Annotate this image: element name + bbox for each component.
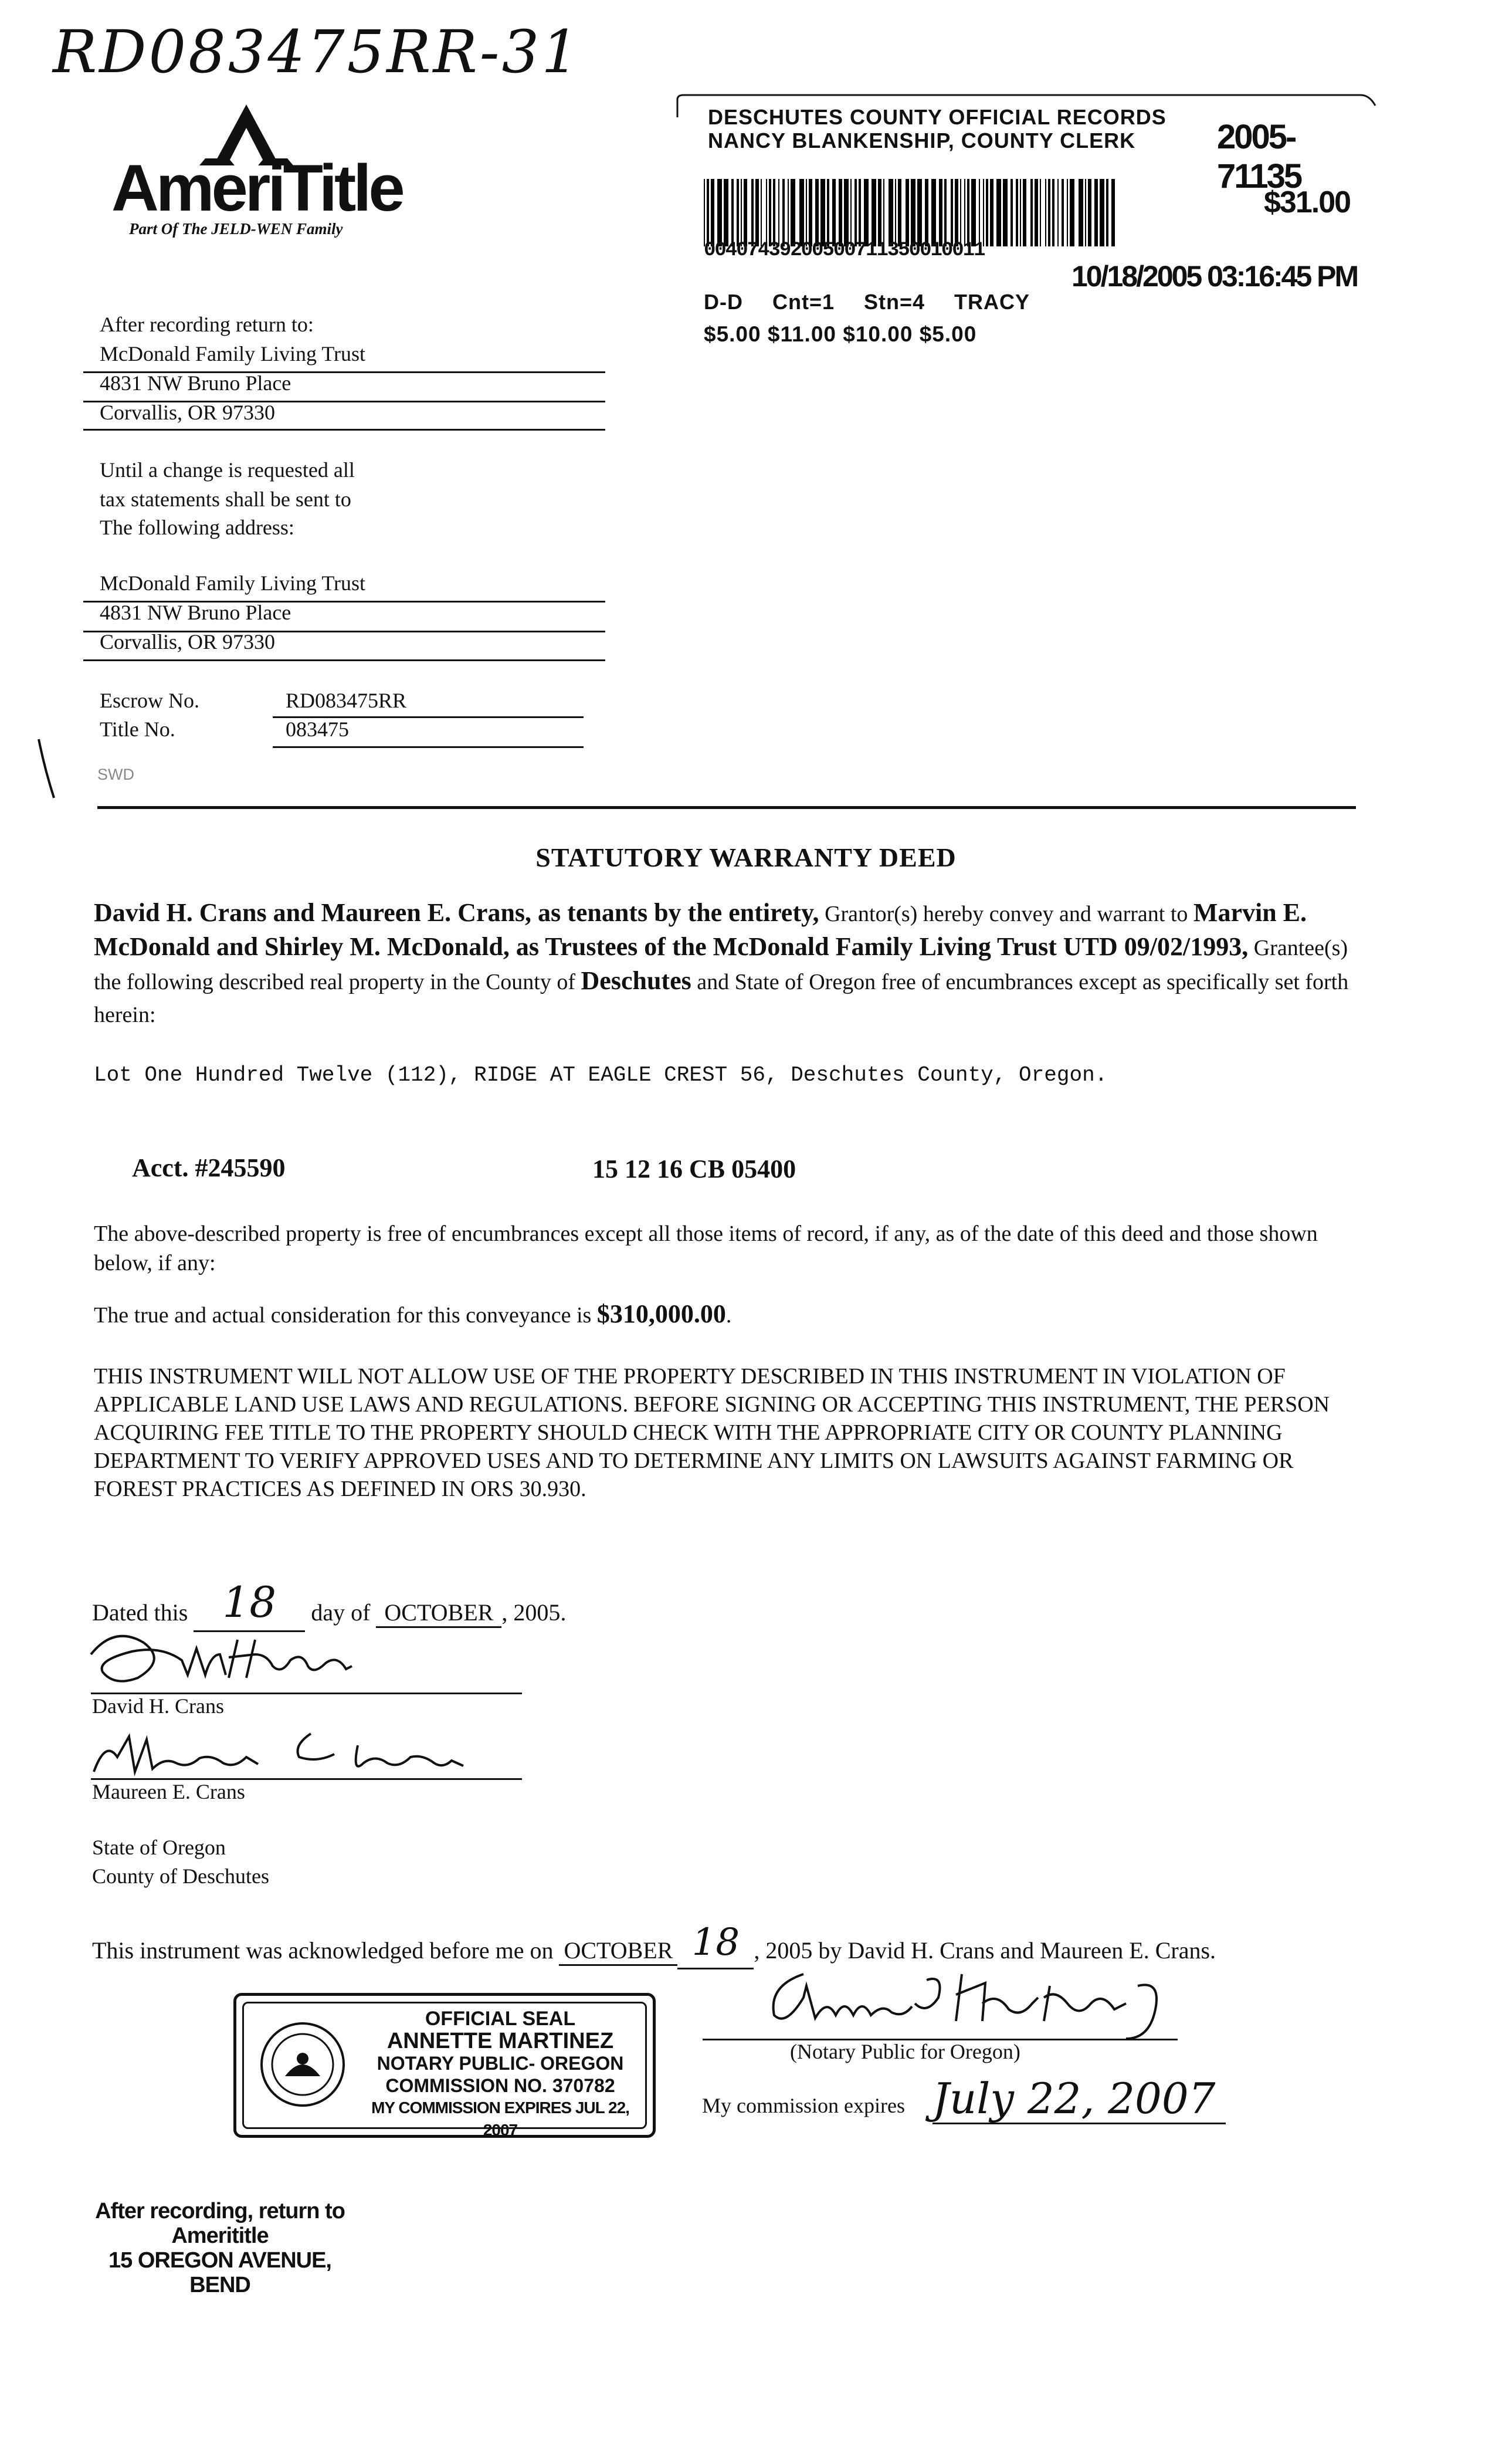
- barcode-bar: [878, 179, 881, 246]
- barcode-bar: [906, 179, 909, 246]
- barcode-bar: [1070, 179, 1074, 246]
- barcode-bar: [773, 179, 775, 246]
- recording-stamp: [674, 88, 1378, 358]
- barcode-bar: [782, 179, 785, 246]
- signature-david-crans: [79, 1619, 408, 1695]
- dated-month: OCTOBER: [376, 1599, 501, 1628]
- signer-1-name: David H. Crans: [92, 1694, 224, 1718]
- grant-paragraph: [94, 896, 1361, 1031]
- barcode-bar: [1052, 179, 1054, 246]
- consideration-end: .: [725, 1303, 732, 1328]
- barcode-bar: [983, 179, 984, 246]
- recording-fee: $31.00: [1264, 185, 1351, 219]
- divider: [273, 746, 584, 748]
- barcode-bar: [769, 179, 771, 246]
- barcode-bar: [996, 179, 1001, 246]
- seal-line-5: MY COMMISSION EXPIRES JUL 22, 2007: [371, 2099, 629, 2139]
- barcode-bar: [839, 179, 842, 246]
- barcode-bar: [931, 179, 936, 246]
- seal-line-4: COMMISSION NO. 370782: [385, 2075, 615, 2096]
- barcode-bar: [1067, 179, 1068, 246]
- barcode-bar: [911, 179, 915, 246]
- return-to-street: 4831 NW Bruno Place: [100, 371, 291, 395]
- dated-prefix: Dated this: [92, 1599, 188, 1626]
- amerititle-logo: [111, 100, 402, 241]
- barcode-bar: [778, 179, 779, 246]
- barcode-bar: [895, 179, 896, 246]
- grantee-names: Marvin E. McDonald and Shirley M. McDonald, as Trustees of the McDonald Family Living Trust UTD 09/02/1993,: [94, 898, 1307, 961]
- barcode-bar: [854, 179, 857, 246]
- ack-month: OCTOBER: [559, 1937, 677, 1966]
- seal-line-3: NOTARY PUBLIC- OREGON: [377, 2053, 624, 2074]
- barcode-bar: [964, 179, 965, 246]
- divider: [83, 429, 605, 431]
- dated-year: , 2005.: [501, 1599, 567, 1626]
- barcode-bar: [827, 179, 829, 246]
- form-code: SWD: [97, 766, 134, 783]
- barcode-bar: [724, 179, 728, 246]
- logo-wordmark: AmeriTitle: [111, 151, 402, 225]
- consideration-text: The true and actual consideration for this conveyance is: [94, 1303, 597, 1328]
- ack-day: 18: [691, 1921, 740, 1964]
- tax-statement-line-2: tax statements shall be sent to: [100, 488, 351, 511]
- barcode-bar: [1045, 179, 1046, 246]
- account-number: Acct. #245590: [132, 1153, 286, 1182]
- signature-maureen-crans: [82, 1722, 504, 1786]
- barcode-bar: [1011, 179, 1013, 246]
- barcode-bar: [761, 179, 762, 246]
- barcode-bar: [799, 179, 804, 246]
- barcode-bar: [925, 179, 928, 246]
- barcode-bar: [717, 179, 722, 246]
- barcode-bar: [967, 179, 969, 246]
- footer-block: [94, 2199, 346, 2297]
- barcode-bar: [850, 179, 852, 246]
- dated-day: 18: [222, 1578, 277, 1627]
- land-use-warning: THIS INSTRUMENT WILL NOT ALLOW USE OF THE PROPERTY DESCRIBED IN THIS INSTRUMENT IN VIOLATION OF APPLICABLE LAND USE LAWS AND REGULATIONS. BEFORE SIGNING OR ACCEPTING THIS INSTRUMENT, THE PERSON ACQUIRING FEE TITLE TO THE PROPERTY SHOULD CHECK WITH THE APPROPRIATE CITY OR COUNTY PLANNING DEPARTMENT TO VERIFY APPROVED USES AND TO DETERMINE ANY LIMITS ON LAWSUITS AGAINST FARMING OR FOREST PRACTICES AS DEFINED IN ORS 30.930.: [94, 1364, 1330, 1501]
- barcode-bar: [1057, 179, 1059, 246]
- barcode-bar: [1079, 179, 1083, 246]
- county-name: Deschutes: [581, 966, 691, 995]
- barcode-bar: [951, 179, 953, 246]
- section-divider: [97, 806, 1356, 809]
- barcode-bar: [741, 179, 742, 246]
- return-to-label: After recording return to:: [100, 313, 314, 336]
- barcode-bar: [939, 179, 942, 246]
- barcode-bar: [872, 179, 876, 246]
- encumbrances-text: The above-described property is free of encumbrances except all those items of record, if any, as of the date of this deed and those shown below, if any:: [94, 1221, 1318, 1275]
- signer-2-name: Maureen E. Crans: [92, 1780, 245, 1803]
- barcode-bar: [1003, 179, 1008, 246]
- barcode-bar: [1088, 179, 1091, 246]
- notary-public-label: (Notary Public for Oregon): [790, 2040, 1020, 2063]
- barcode-image: [704, 179, 1191, 246]
- barcode-bar: [755, 179, 759, 246]
- barcode-bar: [820, 179, 825, 246]
- barcode-bar: [960, 179, 961, 246]
- barcode-bar: [859, 179, 861, 246]
- stamp-line-1: DESCHUTES COUNTY OFFICIAL RECORDS: [708, 105, 1167, 129]
- barcode-bar: [1040, 179, 1041, 246]
- barcode-bar: [844, 179, 849, 246]
- barcode-bar: [766, 179, 767, 246]
- barcode-bar: [707, 179, 709, 246]
- tax-name: McDonald Family Living Trust: [100, 571, 366, 595]
- barcode-bar: [990, 179, 993, 246]
- barcode-bar: [1030, 179, 1033, 246]
- barcode-bar: [955, 179, 958, 246]
- return-to-city: Corvallis, OR 97330: [100, 401, 276, 424]
- barcode-bar: [791, 179, 795, 246]
- escrow-label: Escrow No.: [100, 689, 199, 712]
- document-number: 2005-71135: [1217, 118, 1301, 195]
- barcode-bar: [737, 179, 739, 246]
- tax-street: 4831 NW Bruno Place: [100, 601, 291, 624]
- grantor-names: David H. Crans and Maureen E. Crans, as tenants by the entirety,: [94, 898, 819, 927]
- barcode-bar: [864, 179, 869, 246]
- stamp-fees: $5.00 $11.00 $10.00 $5.00: [704, 322, 977, 346]
- barcode-number: 00407439200500711350010011: [704, 239, 985, 262]
- barcode-bar: [889, 179, 893, 246]
- stamp-codes: D-D Cnt=1 Stn=4 TRACY: [704, 290, 1030, 314]
- tax-statement-line-1: Until a change is requested all: [100, 458, 355, 482]
- barcode-bar: [1035, 179, 1038, 246]
- state-text: and State of Oregon free of encumbrances except as specifically set forth herein:: [94, 970, 1349, 1027]
- grantee-text: Grantee(s) the following described real property in the County of: [94, 936, 1348, 994]
- consideration-paragraph: [94, 1299, 1361, 1330]
- map-number: 15 12 16 CB 05400: [592, 1155, 796, 1183]
- divider: [83, 659, 605, 661]
- barcode-bar: [806, 179, 807, 246]
- footer-line-3: 15 OREGON AVENUE, BEND: [108, 2248, 331, 2297]
- title-value: 083475: [286, 717, 349, 741]
- signature-annette-martinez: [751, 1962, 1243, 2045]
- title-label: Title No.: [100, 717, 175, 741]
- legal-description: Lot One Hundred Twelve (112), RIDGE AT EAGLE CREST 56, Deschutes County, Oregon.: [94, 1063, 1108, 1087]
- barcode-bar: [704, 179, 705, 246]
- barcode-bar: [986, 179, 988, 246]
- stamp-line-2: NANCY BLANKENSHIP, COUNTY CLERK: [708, 128, 1136, 153]
- notary-state: State of Oregon: [92, 1836, 226, 1859]
- barcode-bar: [971, 179, 976, 246]
- barcode-bar: [1100, 179, 1104, 246]
- dated-middle: day of: [311, 1599, 371, 1626]
- margin-mark: [34, 736, 57, 801]
- seal-line-2: ANNETTE MARTINEZ: [386, 2029, 614, 2053]
- deed-title: STATUTORY WARRANTY DEED: [535, 842, 957, 872]
- barcode-bar: [898, 179, 901, 246]
- barcode-bar: [832, 179, 836, 246]
- barcode-bar: [1048, 179, 1050, 246]
- barcode-bar: [917, 179, 922, 246]
- barcode-bar: [1085, 179, 1086, 246]
- oregon-state-seal-icon: [259, 2020, 347, 2108]
- barcode-bar: [744, 179, 747, 246]
- barcode-bar: [1106, 179, 1108, 246]
- barcode-bar: [944, 179, 947, 246]
- return-to-name: McDonald Family Living Trust: [100, 342, 366, 365]
- barcode-bar: [815, 179, 819, 246]
- barcode-bar: [979, 179, 980, 246]
- tax-statement-line-3: The following address:: [100, 516, 294, 539]
- signature-line: [933, 2123, 1226, 2124]
- barcode-bar: [788, 179, 789, 246]
- footer-line-1: After recording, return to: [95, 2199, 345, 2223]
- barcode-bar: [1016, 179, 1018, 246]
- barcode-bar: [1094, 179, 1098, 246]
- handwritten-file-number: RD083475RR-31: [53, 18, 581, 86]
- notary-county: County of Deschutes: [92, 1864, 269, 1888]
- grantor-text: Grantor(s) hereby convey and warrant to: [819, 902, 1193, 926]
- barcode-bar: [751, 179, 754, 246]
- consideration-amount: $310,000.00: [596, 1299, 726, 1328]
- barcode-bar: [1023, 179, 1026, 246]
- logo-tagline: Part Of The JELD-WEN Family: [129, 220, 343, 238]
- barcode-bar: [1062, 179, 1064, 246]
- commission-expires-label: My commission expires: [702, 2094, 905, 2117]
- barcode-bar: [883, 179, 884, 246]
- ack-suffix: , 2005 by David H. Crans and Maureen E. Crans.: [754, 1937, 1216, 1964]
- footer-line-2: Amerititle: [171, 2223, 269, 2248]
- barcode-bar: [1020, 179, 1021, 246]
- barcode-bar: [809, 179, 812, 246]
- notary-seal: [233, 1993, 656, 2138]
- barcode-bar: [731, 179, 734, 246]
- recording-timestamp: 10/18/2005 03:16:45 PM: [1071, 260, 1358, 293]
- escrow-value: RD083475RR: [286, 689, 407, 712]
- commission-expires-handwritten: July 22, 2007: [933, 2074, 1216, 2123]
- seal-line-1: OFFICIAL SEAL: [425, 2008, 576, 2030]
- barcode-bar: [1111, 179, 1115, 246]
- tax-city: Corvallis, OR 97330: [100, 630, 276, 654]
- barcode-bar: [711, 179, 714, 246]
- ack-prefix: This instrument was acknowledged before me on: [92, 1937, 554, 1964]
